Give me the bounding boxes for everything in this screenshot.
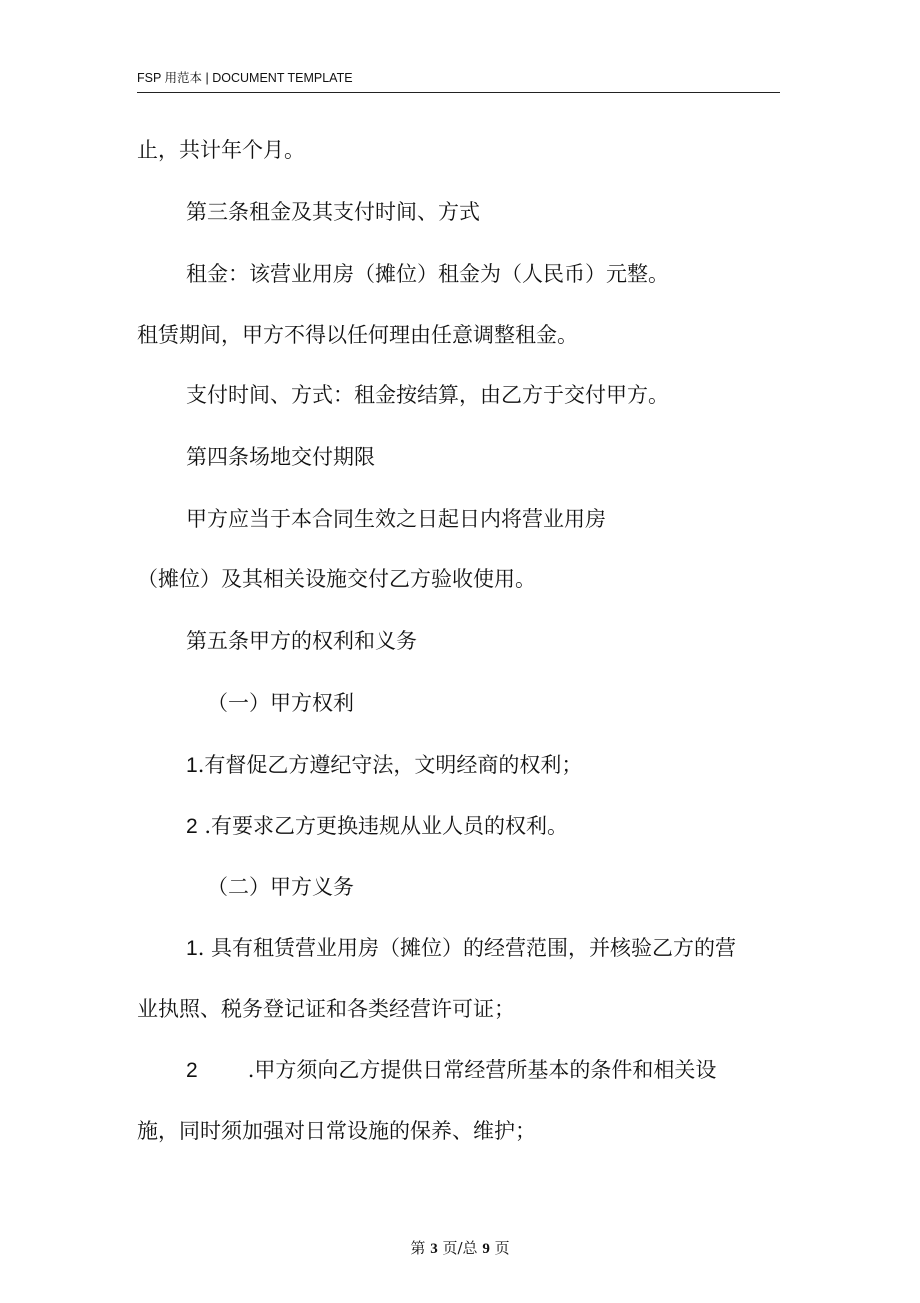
section-4-heading: 第四条场地交付期限 bbox=[186, 445, 375, 469]
footer-suffix: 页 bbox=[494, 1239, 510, 1257]
body-line-5: 支付时间、方式：租金按结算，由乙方于交付甲方。 bbox=[186, 383, 669, 407]
section-5-heading: 第五条甲方的权利和义务 bbox=[186, 629, 417, 653]
duties-item-2-text: 甲方须向乙方提供日常经营所基本的条件和相关设 bbox=[254, 1058, 717, 1082]
page-header bbox=[137, 70, 780, 93]
footer-current-page: 3 bbox=[430, 1241, 438, 1257]
page-footer bbox=[0, 1238, 920, 1259]
subsection-duties-heading: （二）甲方义务 bbox=[207, 875, 354, 899]
footer-prefix: 第 bbox=[410, 1239, 426, 1257]
body-line-7: 甲方应当于本合同生效之日起日内将营业用房 bbox=[186, 507, 606, 531]
duties-item-1: 1. 具有租赁营业用房（摊位）的经营范围，并核验乙方的营 bbox=[186, 936, 737, 960]
section-3-heading: 第三条租金及其支付时间、方式 bbox=[186, 200, 480, 224]
footer-middle: 页/总 bbox=[442, 1239, 478, 1257]
rights-item-1-number: 1 bbox=[186, 754, 198, 777]
footer-total-pages: 9 bbox=[482, 1241, 490, 1257]
rights-item-2-text: 有要求乙方更换违规从业人员的权利。 bbox=[211, 814, 569, 838]
body-line-1: 止，共计年个月。 bbox=[137, 138, 305, 162]
rights-item-1-text: 有督促乙方遵纪守法，文明经商的权利； bbox=[204, 753, 583, 777]
duties-item-1-text: 具有租赁营业用房（摊位）的经营范围，并核验乙方的营 bbox=[211, 936, 737, 960]
duties-item-1-number: 1 bbox=[186, 937, 198, 960]
subsection-rights-heading: （一）甲方权利 bbox=[207, 691, 354, 715]
duties-item-2-number: 2 bbox=[186, 1059, 198, 1082]
rights-item-2: 2 .有要求乙方更换违规从业人员的权利。 bbox=[186, 814, 569, 838]
rights-item-1: 1.有督促乙方遵纪守法，文明经商的权利； bbox=[186, 753, 583, 777]
body-line-3: 租金：该营业用房（摊位）租金为（人民币）元整。 bbox=[186, 262, 669, 286]
rights-item-2-number: 2 bbox=[186, 815, 198, 838]
body-line-8: （摊位）及其相关设施交付乙方验收使用。 bbox=[137, 567, 536, 591]
header-text: FSP 用范本 | DOCUMENT TEMPLATE bbox=[137, 71, 353, 85]
body-line-4: 租赁期间，甲方不得以任何理由任意调整租金。 bbox=[137, 323, 578, 347]
body-line-17: 施，同时须加强对日常设施的保养、维护； bbox=[137, 1119, 536, 1143]
body-line-15: 业执照、税务登记证和各类经营许可证； bbox=[137, 997, 515, 1021]
duties-item-2: 2 .甲方须向乙方提供日常经营所基本的条件和相关设 bbox=[186, 1058, 717, 1082]
